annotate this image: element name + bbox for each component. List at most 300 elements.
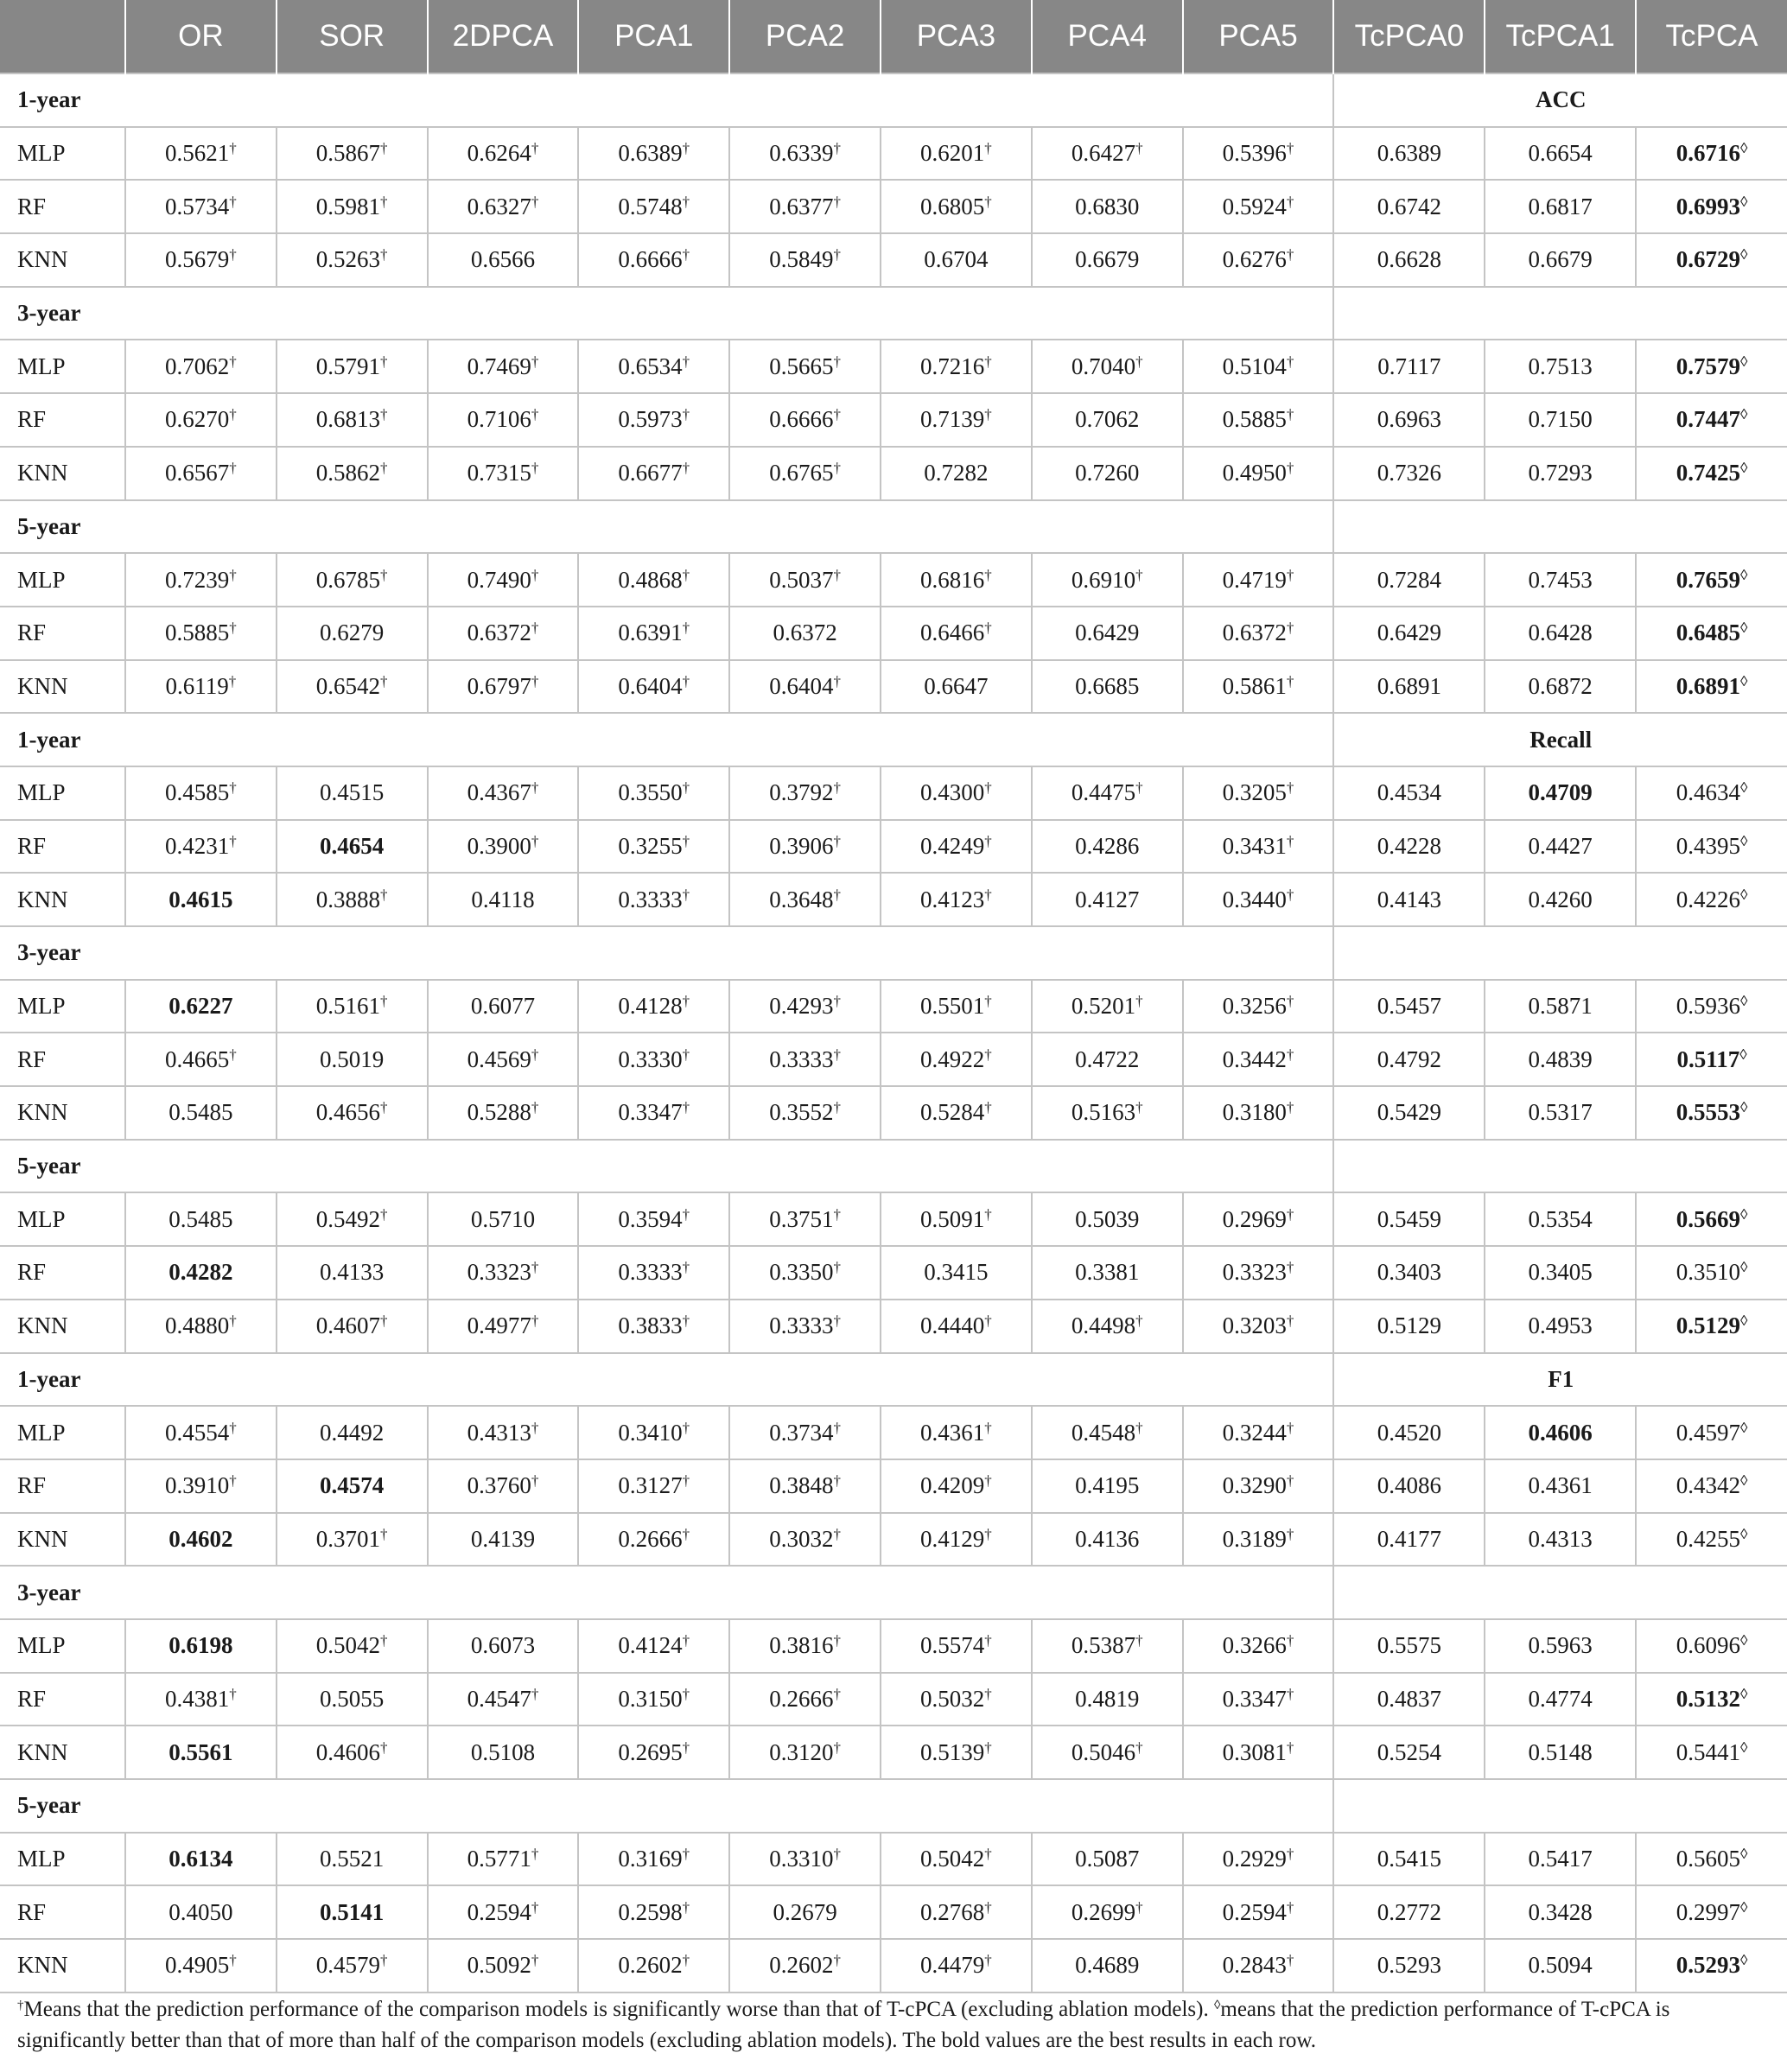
table-row — [0, 660, 1787, 714]
model-label: KNN — [0, 1513, 125, 1567]
cell-value: 0.5734 — [164, 193, 230, 219]
cell-value: 0.6339 — [769, 140, 834, 167]
column-header: PCA1 — [578, 0, 729, 73]
diamond-mark: ◊ — [1739, 1099, 1748, 1116]
value-cell — [881, 1619, 1032, 1673]
dagger-mark: † — [531, 193, 539, 210]
value-cell — [729, 1086, 881, 1140]
dagger-mark: † — [229, 140, 237, 157]
cell-value: 0.5042 — [315, 1632, 381, 1659]
value-cell — [1333, 1619, 1485, 1673]
value-cell — [578, 1673, 729, 1726]
dagger-mark: † — [984, 140, 992, 157]
value-cell — [125, 1192, 277, 1246]
dagger-mark: † — [1286, 832, 1294, 849]
dagger-mark: † — [984, 1952, 992, 1969]
cell-value: 0.5521 — [320, 1846, 385, 1872]
value-cell — [277, 1033, 428, 1086]
cell-value: 0.5963 — [1528, 1632, 1593, 1659]
diamond-mark: ◊ — [1739, 672, 1748, 690]
value-cell — [1032, 873, 1183, 926]
dagger-mark: † — [1135, 993, 1143, 1010]
value-cell — [277, 873, 428, 926]
value-cell — [277, 1406, 428, 1459]
cell-value: 0.4086 — [1377, 1472, 1441, 1499]
dagger-mark: † — [682, 886, 690, 903]
dagger-mark: † — [531, 460, 539, 477]
value-cell — [428, 1673, 579, 1726]
dagger-mark: † — [833, 1952, 841, 1969]
value-cell — [125, 873, 277, 926]
value-cell — [1032, 1939, 1183, 1993]
cell-value: 0.2594 — [467, 1898, 531, 1925]
cell-value: 0.5621 — [164, 140, 230, 167]
cell-value: 0.4139 — [470, 1525, 536, 1552]
value-cell — [277, 1246, 428, 1300]
cell-value: 0.3333 — [769, 1046, 834, 1072]
value-cell — [1183, 1939, 1334, 1993]
cell-value: 0.6134 — [169, 1846, 233, 1872]
value-cell — [1333, 820, 1485, 874]
value-cell — [578, 1833, 729, 1886]
cell-value: 0.6742 — [1377, 193, 1441, 219]
dagger-mark: † — [682, 1099, 690, 1116]
table-row — [0, 1300, 1787, 1353]
value-cell — [125, 1939, 277, 1993]
cell-value: 0.5679 — [164, 246, 230, 273]
value-cell — [578, 820, 729, 874]
cell-value: 0.5293 — [1377, 1952, 1441, 1979]
cell-value: 0.7453 — [1528, 566, 1593, 593]
diamond-mark: ◊ — [1739, 993, 1748, 1010]
value-cell — [1183, 1885, 1334, 1939]
cell-value: 0.4177 — [1377, 1525, 1441, 1552]
cell-value: 0.6077 — [470, 993, 536, 1020]
cell-value: 0.5862 — [315, 460, 381, 486]
diamond-mark: ◊ — [1739, 1846, 1748, 1863]
value-cell — [277, 1673, 428, 1726]
value-cell — [428, 1246, 579, 1300]
cell-value: 0.5317 — [1528, 1099, 1593, 1126]
cell-value: 0.6372 — [467, 620, 531, 646]
value-cell — [428, 1513, 579, 1567]
diamond-mark: ◊ — [1739, 1632, 1748, 1649]
cell-value: 0.4129 — [920, 1525, 985, 1552]
cell-value: 0.5129 — [1377, 1312, 1441, 1339]
value-cell — [125, 553, 277, 607]
cell-value: 0.4313 — [1528, 1525, 1593, 1552]
value-cell — [125, 447, 277, 500]
dagger-mark: † — [380, 566, 388, 583]
value-cell — [1485, 1246, 1636, 1300]
cell-value: 0.7040 — [1071, 353, 1136, 379]
group-label: 3-year — [0, 1566, 1333, 1619]
value-cell — [1636, 180, 1787, 233]
dagger-mark: † — [984, 1419, 992, 1436]
value-cell — [1032, 1086, 1183, 1140]
header-corner — [0, 0, 125, 73]
value-cell — [1183, 1833, 1334, 1886]
dagger-mark: † — [1286, 1259, 1294, 1276]
value-cell — [1485, 1033, 1636, 1086]
diamond-mark: ◊ — [1739, 1898, 1748, 1916]
dagger-mark: † — [833, 832, 841, 849]
value-cell — [729, 553, 881, 607]
cell-value: 0.5501 — [920, 993, 985, 1020]
value-cell — [1032, 1726, 1183, 1779]
group-row — [0, 713, 1787, 766]
dagger-mark: † — [1286, 1046, 1294, 1063]
diamond-mark: ◊ — [1739, 566, 1748, 583]
value-cell — [881, 607, 1032, 660]
dagger-mark: † — [1286, 1632, 1294, 1649]
dagger-mark: † — [1286, 779, 1294, 797]
dagger-mark: † — [682, 140, 690, 157]
value-cell — [729, 447, 881, 500]
value-cell — [578, 660, 729, 714]
cell-value: 0.6729 — [1676, 246, 1740, 273]
model-label: RF — [0, 607, 125, 660]
cell-value: 0.5429 — [1377, 1099, 1441, 1126]
value-cell — [1636, 1459, 1787, 1513]
dagger-mark: † — [682, 1525, 690, 1542]
cell-value: 0.3256 — [1222, 993, 1287, 1020]
cell-value: 0.4634 — [1676, 779, 1740, 806]
cell-value: 0.5293 — [1676, 1952, 1740, 1979]
cell-value: 0.3244 — [1222, 1419, 1287, 1446]
dagger-mark: † — [380, 140, 388, 157]
cell-value: 0.4231 — [164, 832, 230, 859]
value-cell — [1485, 1939, 1636, 1993]
dagger-mark: † — [833, 566, 841, 583]
value-cell — [578, 1246, 729, 1300]
cell-value: 0.3203 — [1222, 1312, 1287, 1339]
cell-value: 0.4607 — [315, 1312, 381, 1339]
value-cell — [1183, 820, 1334, 874]
value-cell — [729, 1513, 881, 1567]
value-cell — [1183, 1459, 1334, 1513]
column-header: PCA4 — [1032, 0, 1183, 73]
dagger-mark: † — [1286, 886, 1294, 903]
cell-value: 0.3333 — [769, 1312, 834, 1339]
group-label: 5-year — [0, 500, 1333, 554]
cell-value: 0.3734 — [769, 1419, 834, 1446]
value-cell — [881, 1086, 1032, 1140]
value-cell — [1032, 1513, 1183, 1567]
cell-value: 0.7425 — [1676, 460, 1740, 486]
cell-value: 0.4395 — [1676, 832, 1740, 859]
cell-value: 0.6429 — [1075, 620, 1140, 646]
table-row — [0, 1459, 1787, 1513]
cell-value: 0.3405 — [1528, 1259, 1593, 1286]
value-cell — [729, 1406, 881, 1459]
cell-value: 0.4602 — [169, 1525, 233, 1552]
cell-value: 0.3347 — [1222, 1685, 1287, 1712]
dagger-mark: † — [682, 353, 690, 370]
value-cell — [125, 1513, 277, 1567]
column-header: PCA2 — [729, 0, 881, 73]
cell-value: 0.7106 — [467, 406, 531, 433]
cell-value: 0.3333 — [618, 1259, 683, 1286]
value-cell — [1183, 340, 1334, 393]
value-cell — [277, 1086, 428, 1140]
cell-value: 0.2768 — [920, 1898, 985, 1925]
cell-value: 0.4228 — [1377, 832, 1441, 859]
cell-value: 0.6372 — [773, 620, 837, 646]
dagger-mark: † — [833, 1419, 841, 1436]
cell-value: 0.4492 — [320, 1419, 385, 1446]
value-cell — [1032, 393, 1183, 447]
value-cell — [277, 1619, 428, 1673]
dagger-mark: † — [1135, 1632, 1143, 1649]
table-body — [0, 73, 1787, 1993]
cell-value: 0.6830 — [1075, 193, 1140, 219]
group-row — [0, 287, 1787, 340]
cell-value: 0.5132 — [1676, 1685, 1740, 1712]
dagger-mark: † — [531, 353, 539, 370]
cell-value: 0.5396 — [1222, 140, 1287, 167]
cell-value: 0.4880 — [164, 1312, 230, 1339]
value-cell — [428, 1300, 579, 1353]
dagger-mark: † — [1286, 460, 1294, 477]
cell-value: 0.7282 — [924, 460, 989, 486]
column-header: OR — [125, 0, 277, 73]
dagger-mark: † — [1286, 1099, 1294, 1116]
value-cell — [1485, 766, 1636, 820]
group-label: 5-year — [0, 1140, 1333, 1193]
cell-value: 0.3833 — [618, 1312, 683, 1339]
cell-value: 0.5094 — [1528, 1952, 1593, 1979]
dagger-mark: † — [682, 1898, 690, 1916]
value-cell — [1636, 980, 1787, 1033]
value-cell — [578, 233, 729, 287]
dagger-mark: † — [984, 406, 992, 423]
value-cell — [1183, 1192, 1334, 1246]
dagger-mark: † — [984, 832, 992, 849]
dagger-mark: † — [531, 832, 539, 849]
cell-value: 0.7315 — [467, 460, 531, 486]
value-cell — [729, 660, 881, 714]
value-cell — [578, 1192, 729, 1246]
cell-value: 0.4868 — [618, 566, 683, 593]
value-cell — [1636, 1885, 1787, 1939]
cell-value: 0.4819 — [1075, 1685, 1140, 1712]
value-cell — [277, 1513, 428, 1567]
cell-value: 0.4615 — [169, 886, 233, 912]
cell-value: 0.4597 — [1676, 1419, 1740, 1446]
dagger-mark: † — [682, 1046, 690, 1063]
cell-value: 0.7326 — [1377, 460, 1441, 486]
cell-value: 0.4719 — [1222, 566, 1287, 593]
group-row — [0, 926, 1787, 980]
dagger-mark: † — [682, 1205, 690, 1223]
cell-value: 0.2843 — [1222, 1952, 1287, 1979]
value-cell — [1636, 1833, 1787, 1886]
value-cell — [1636, 766, 1787, 820]
cell-value: 0.5485 — [169, 1205, 233, 1232]
value-cell — [125, 127, 277, 181]
dagger-mark: † — [1286, 353, 1294, 370]
cell-value: 0.4367 — [467, 779, 531, 806]
value-cell — [277, 340, 428, 393]
model-label: RF — [0, 1885, 125, 1939]
dagger-mark: † — [531, 672, 539, 690]
dagger-mark: † — [229, 620, 237, 637]
dagger-mark: † — [833, 993, 841, 1010]
value-cell — [1333, 1246, 1485, 1300]
cell-value: 0.4689 — [1075, 1952, 1140, 1979]
cell-value: 0.6427 — [1071, 140, 1136, 167]
value-cell — [1183, 607, 1334, 660]
value-cell — [1032, 447, 1183, 500]
cell-value: 0.3120 — [769, 1738, 834, 1765]
cell-value: 0.5871 — [1528, 993, 1593, 1020]
value-cell — [1032, 553, 1183, 607]
metric-label — [1333, 500, 1787, 554]
dagger-mark: † — [1286, 1525, 1294, 1542]
dagger-mark: † — [229, 566, 237, 583]
dagger-mark: † — [833, 193, 841, 210]
value-cell — [1333, 180, 1485, 233]
cell-value: 0.4124 — [618, 1632, 683, 1659]
cell-value: 0.6404 — [769, 672, 834, 699]
value-cell — [428, 180, 579, 233]
cell-value: 0.6963 — [1377, 406, 1441, 433]
cell-value: 0.6096 — [1676, 1632, 1740, 1659]
cell-value: 0.4479 — [920, 1952, 985, 1979]
value-cell — [1636, 1726, 1787, 1779]
cell-value: 0.4654 — [320, 832, 385, 859]
cell-value: 0.4656 — [315, 1099, 381, 1126]
value-cell — [125, 1086, 277, 1140]
value-cell — [1032, 1619, 1183, 1673]
value-cell — [1485, 1885, 1636, 1939]
value-cell — [881, 1833, 1032, 1886]
dagger-mark: † — [1286, 1685, 1294, 1702]
value-cell — [1032, 1246, 1183, 1300]
cell-value: 0.3403 — [1377, 1259, 1441, 1286]
cell-value: 0.6227 — [169, 993, 233, 1020]
cell-value: 0.7062 — [164, 353, 230, 379]
value-cell — [1032, 1833, 1183, 1886]
cell-value: 0.5117 — [1676, 1046, 1740, 1072]
value-cell — [881, 1513, 1032, 1567]
cell-value: 0.3150 — [618, 1685, 683, 1712]
cell-value: 0.2929 — [1222, 1846, 1287, 1872]
cell-value: 0.3410 — [618, 1419, 683, 1446]
value-cell — [277, 660, 428, 714]
table-row — [0, 766, 1787, 820]
table-row — [0, 1033, 1787, 1086]
dagger-mark: † — [984, 1046, 992, 1063]
cell-value: 0.7239 — [164, 566, 230, 593]
value-cell — [428, 1406, 579, 1459]
dagger-mark: † — [682, 1952, 690, 1969]
cell-value: 0.4286 — [1075, 832, 1140, 859]
cell-value: 0.4515 — [320, 779, 385, 806]
cell-value: 0.7447 — [1676, 406, 1740, 433]
value-cell — [729, 1192, 881, 1246]
dagger-mark: † — [380, 246, 388, 264]
value-cell — [729, 873, 881, 926]
dagger-mark: † — [380, 1205, 388, 1223]
cell-value: 0.4534 — [1377, 779, 1441, 806]
model-label: MLP — [0, 553, 125, 607]
dagger-mark: † — [380, 1952, 388, 1969]
dagger-mark: † — [682, 832, 690, 849]
header-row — [0, 0, 1787, 73]
value-cell — [1333, 1033, 1485, 1086]
value-cell — [1636, 1300, 1787, 1353]
cell-value: 0.5771 — [467, 1846, 531, 1872]
cell-value: 0.4123 — [920, 886, 985, 912]
dagger-mark: † — [682, 460, 690, 477]
column-header: PCA3 — [881, 0, 1032, 73]
table-row — [0, 233, 1787, 287]
value-cell — [1485, 553, 1636, 607]
dagger-mark: † — [229, 1952, 237, 1969]
value-cell — [428, 1726, 579, 1779]
value-cell — [428, 340, 579, 393]
value-cell — [729, 1459, 881, 1513]
value-cell — [729, 127, 881, 181]
dagger-mark: † — [531, 566, 539, 583]
dagger-mark: † — [984, 993, 992, 1010]
value-cell — [1183, 553, 1334, 607]
table-row — [0, 1885, 1787, 1939]
cell-value: 0.4361 — [1528, 1472, 1593, 1499]
cell-value: 0.6785 — [315, 566, 381, 593]
value-cell — [1183, 233, 1334, 287]
value-cell — [1636, 1513, 1787, 1567]
value-cell — [428, 1833, 579, 1886]
table-row — [0, 127, 1787, 181]
value-cell — [1032, 1459, 1183, 1513]
table-row — [0, 873, 1787, 926]
cell-value: 0.6264 — [467, 140, 531, 167]
model-label: RF — [0, 820, 125, 874]
value-cell — [125, 766, 277, 820]
value-cell — [578, 1619, 729, 1673]
cell-value: 0.3323 — [467, 1259, 531, 1286]
dagger-mark: † — [682, 566, 690, 583]
value-cell — [125, 233, 277, 287]
dagger-mark: † — [531, 1898, 539, 1916]
cell-value: 0.5148 — [1528, 1738, 1593, 1765]
value-cell — [881, 340, 1032, 393]
table-row — [0, 1939, 1787, 1993]
cell-value: 0.6891 — [1676, 672, 1740, 699]
cell-value: 0.5108 — [470, 1738, 536, 1765]
dagger-mark: † — [229, 246, 237, 264]
cell-value: 0.4118 — [471, 886, 535, 912]
table-row — [0, 1833, 1787, 1886]
cell-value: 0.6372 — [1222, 620, 1287, 646]
cell-value: 0.5415 — [1377, 1846, 1441, 1872]
group-row — [0, 1779, 1787, 1833]
cell-value: 0.4050 — [169, 1898, 233, 1925]
cell-value: 0.7216 — [920, 353, 985, 379]
value-cell — [1333, 980, 1485, 1033]
dagger-mark: † — [1286, 1898, 1294, 1916]
table-row — [0, 1513, 1787, 1567]
cell-value: 0.5605 — [1676, 1846, 1740, 1872]
value-cell — [125, 1885, 277, 1939]
cell-value: 0.5354 — [1528, 1205, 1593, 1232]
cell-value: 0.3180 — [1222, 1099, 1287, 1126]
value-cell — [729, 180, 881, 233]
value-cell — [881, 1885, 1032, 1939]
